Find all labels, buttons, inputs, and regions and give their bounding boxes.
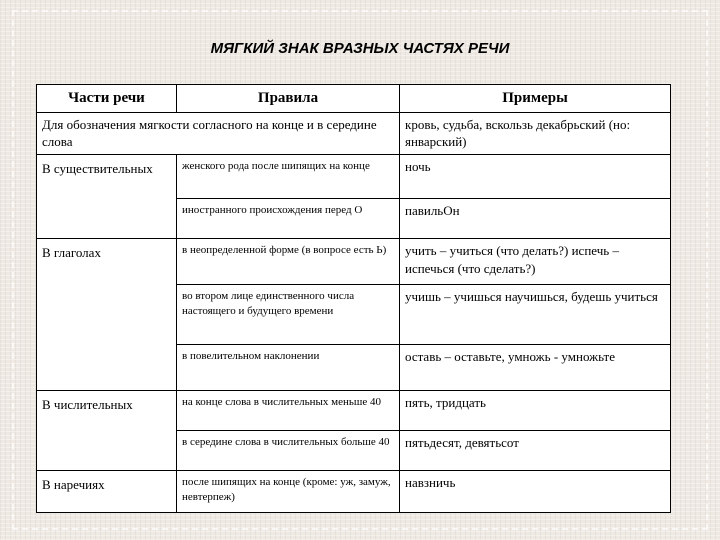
pos-numerals: В числительных — [37, 391, 177, 471]
page-title: МЯГКИЙ ЗНАК ВРАЗНЫХ ЧАСТЯХ РЕЧИ — [210, 40, 510, 57]
rule-cell: в неопределенной форме (в вопросе есть Ь) — [177, 239, 400, 285]
pos-verbs: В глаголах — [37, 239, 177, 391]
example-cell: учить – учиться (что делать?) испечь – испечься (что сделать?) — [400, 239, 671, 285]
rule-cell: на конце слова в числительных меньше 40 — [177, 391, 400, 431]
rule-cell: женского рода после шипящих на конце — [177, 155, 400, 199]
rule-cell: в середине слова в числительных больше 40 — [177, 431, 400, 471]
table-row — [37, 471, 671, 513]
rule-cell: во втором лице единственного числа настоящего и будущего времени — [177, 285, 400, 345]
header-pos: Части речи — [37, 85, 177, 113]
table-row — [37, 239, 671, 285]
pos-adverbs: В наречиях — [37, 471, 177, 513]
header-row — [37, 85, 671, 113]
example-cell: ночь — [400, 155, 671, 199]
example-cell: оставь – оставьте, умножь - умножьте — [400, 345, 671, 391]
example-cell: навзничь — [400, 471, 671, 513]
table-row — [37, 391, 671, 431]
example-cell: павильОн — [400, 199, 671, 239]
rule-cell: иностранного происхождения перед О — [177, 199, 400, 239]
general-rule: Для обозначения мягкости согласного на конце и в середине слова — [37, 113, 400, 155]
example-cell: пятьдесят, девятьсот — [400, 431, 671, 471]
rule-cell: после шипящих на конце (кроме: уж, замуж, невтерпеж) — [177, 471, 400, 513]
pos-nouns: В существительных — [37, 155, 177, 239]
rule-cell: в повелительном наклонении — [177, 345, 400, 391]
example-cell: пять, тридцать — [400, 391, 671, 431]
table-row — [37, 113, 671, 155]
rules-table — [36, 84, 671, 513]
header-examples: Примеры — [400, 85, 671, 113]
table-row — [37, 155, 671, 199]
header-rules: Правила — [177, 85, 400, 113]
example-cell: учишь – учишься научишься, будешь учиться — [400, 285, 671, 345]
general-example: кровь, судьба, вскользь декабрьский (но: январский) — [400, 113, 671, 155]
